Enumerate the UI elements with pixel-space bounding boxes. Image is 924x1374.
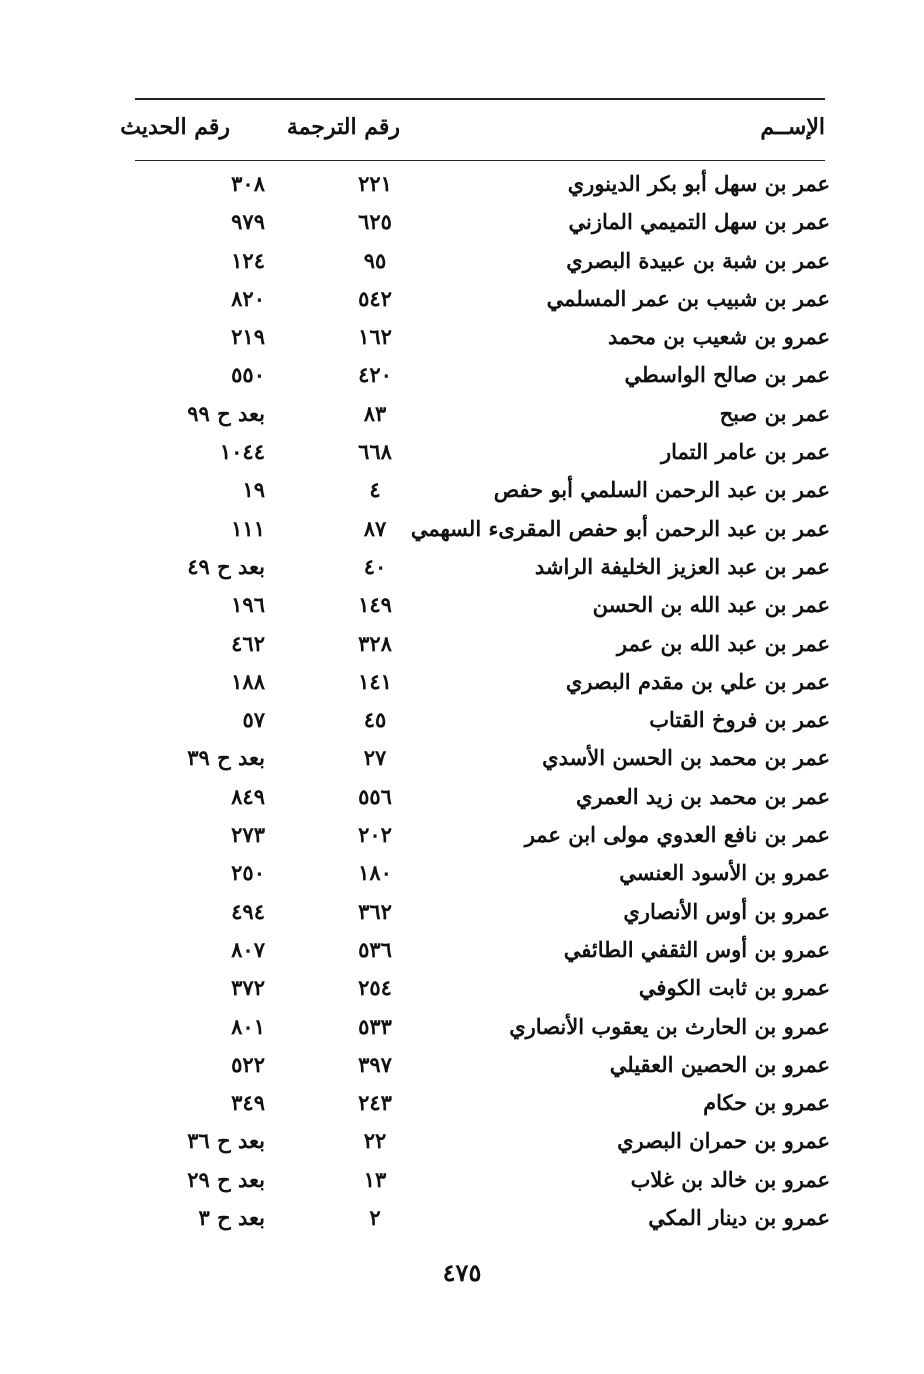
index-table [135,166,830,1238]
row-name: عمرو بن ثابت الكوفي [638,975,830,1001]
row-tarjama-number: ٥٥٦ [358,783,392,809]
row-hadith-number: ٢١٩ [231,324,265,350]
row-name: عمر بن عبد الله بن عمر [616,630,830,656]
table-row [135,1047,830,1085]
row-tarjama-number: ٦٢٥ [358,209,392,235]
row-tarjama-number: ٢٧ [363,745,387,771]
table-row [135,587,830,625]
row-name: عمر بن شبة بن عبيدة البصري [566,247,830,273]
row-name: عمر بن عبد الله بن الحسن [592,592,830,618]
column-header-tarjama: رقم الترجمة [286,114,400,140]
table-row [135,779,830,817]
row-tarjama-number: ٤ [369,477,381,503]
row-tarjama-number: ٨٧ [363,515,387,541]
row-tarjama-number: ٥٣٦ [358,936,392,962]
row-name: عمرو بن شعيب بن محمد [608,324,830,350]
row-name: عمرو بن الحارث بن يعقوب الأنصاري [509,1013,830,1039]
row-name: عمرو بن دينار المكي [648,1205,830,1231]
row-name: عمر بن عامر التمار [660,439,830,465]
table-row [135,511,830,549]
row-name: عمرو بن الحصين العقيلي [609,1051,830,1077]
table-row [135,740,830,778]
row-hadith-number: بعد ح ٣٩ [187,745,265,771]
row-name: عمر بن عبد الرحمن أبو حفص المقرىء السهمي [410,515,830,541]
row-tarjama-number: ٢٠٢ [358,822,392,848]
row-tarjama-number: ١٤١ [358,668,392,694]
row-hadith-number: ١٨٨ [231,668,265,694]
row-hadith-number: ١٠٤٤ [219,439,265,465]
row-hadith-number: ٤٦٢ [231,630,265,656]
row-tarjama-number: ٤٢٠ [358,362,392,388]
row-name: عمر بن صالح الواسطي [624,362,830,388]
row-name: عمر بن شبيب بن عمر المسلمي [546,285,830,311]
table-row [135,204,830,242]
table-row [135,243,830,281]
row-tarjama-number: ٨٣ [363,400,387,426]
row-name: عمر بن محمد بن الحسن الأسدي [542,745,830,771]
row-tarjama-number: ٣٢٨ [358,630,392,656]
table-row [135,357,830,395]
row-name: عمر بن نافع العدوي مولى ابن عمر [524,822,830,848]
row-tarjama-number: ٥٣٣ [358,1013,392,1039]
row-hadith-number: ٣٤٩ [231,1090,265,1116]
row-tarjama-number: ٢٥٤ [358,975,392,1001]
row-hadith-number: ١٩ [242,477,265,503]
table-row [135,319,830,357]
row-hadith-number: ٩٧٩ [231,209,265,235]
row-hadith-number: ٢٧٣ [231,822,265,848]
row-hadith-number: ١١١ [231,515,265,541]
table-row [135,932,830,970]
row-name: عمرو بن الأسود العنسي [619,860,830,886]
table-row [135,664,830,702]
table-row [135,1162,830,1200]
row-name: عمر بن عبد العزيز الخليفة الراشد [534,553,830,579]
row-hadith-number: بعد ح ٤٩ [187,553,265,579]
row-hadith-number: ٣٠٨ [231,171,265,196]
row-hadith-number: ٢٥٠ [231,860,265,886]
row-name: عمرو بن حكام [703,1090,830,1116]
row-tarjama-number: ٢ [369,1205,381,1231]
table-row [135,626,830,664]
row-name: عمر بن سهل التميمي المازني [568,209,830,235]
row-hadith-number: ٨٤٩ [231,783,265,809]
table-row [135,281,830,319]
table-row [135,855,830,893]
row-name: عمرو بن أوس الأنصاري [623,898,830,924]
table-row [135,1200,830,1238]
table-row [135,1009,830,1047]
row-tarjama-number: ١٨٠ [358,860,392,886]
row-tarjama-number: ١٦٢ [358,324,392,350]
row-name: عمرو بن خالد بن غلاب [630,1166,830,1192]
row-hadith-number: ٤٩٤ [231,898,265,924]
row-tarjama-number: ٤٥ [363,707,387,733]
row-hadith-number: ٨٠١ [231,1013,265,1039]
row-name: عمر بن عبد الرحمن السلمي أبو حفص [493,477,830,503]
table-row [135,166,830,204]
row-hadith-number: ٥٥٠ [231,362,265,388]
row-name: عمرو بن أوس الثقفي الطائفي [563,936,830,962]
table-row [135,396,830,434]
row-tarjama-number: ٢٢١ [358,171,392,196]
row-hadith-number: بعد ح ٣٦ [187,1128,265,1154]
row-tarjama-number: ٩٥ [363,247,387,273]
row-hadith-number: بعد ح ٩٩ [187,400,265,426]
row-hadith-number: ٣٧٢ [231,975,265,1001]
row-hadith-number: بعد ح ٢٩ [187,1166,265,1192]
row-hadith-number: ٨٢٠ [231,285,265,311]
row-tarjama-number: ١٣ [363,1166,387,1192]
table-row [135,434,830,472]
table-row [135,1123,830,1161]
row-tarjama-number: ٤٠ [363,553,387,579]
row-tarjama-number: ٥٤٢ [358,285,392,311]
row-hadith-number: بعد ح ٣ [198,1205,265,1231]
row-tarjama-number: ١٤٩ [358,592,392,618]
row-name: عمر بن محمد بن زيد العمري [576,783,830,809]
table-row [135,549,830,587]
row-name: عمر بن سهل أبو بكر الدينوري [567,171,830,196]
table-header [120,98,825,161]
row-tarjama-number: ٣٦٢ [358,898,392,924]
column-header-name: الإســم [760,114,825,140]
row-name: عمر بن علي بن مقدم البصري [565,668,830,694]
row-name: عمرو بن حمران البصري [617,1128,830,1154]
table-row [135,702,830,740]
row-name: عمر بن صبح [719,400,830,426]
row-hadith-number: ١٩٦ [231,592,265,618]
row-tarjama-number: ٢٤٣ [358,1090,392,1116]
table-row [135,472,830,510]
table-row [135,970,830,1008]
row-hadith-number: ١٢٤ [231,247,265,273]
row-hadith-number: ٥٧ [242,707,265,733]
row-hadith-number: ٥٢٢ [231,1051,265,1077]
table-row [135,894,830,932]
page-number: ٤٧٥ [442,1258,482,1287]
row-tarjama-number: ٢٢ [363,1128,387,1154]
row-hadith-number: ٨٠٧ [231,936,265,962]
row-name: عمر بن فروخ القتاب [649,707,830,733]
column-header-hadith: رقم الحديث [120,114,230,140]
table-row [135,1085,830,1123]
row-tarjama-number: ٦٦٨ [358,439,392,465]
table-row [135,817,830,855]
row-tarjama-number: ٣٩٧ [358,1051,392,1077]
